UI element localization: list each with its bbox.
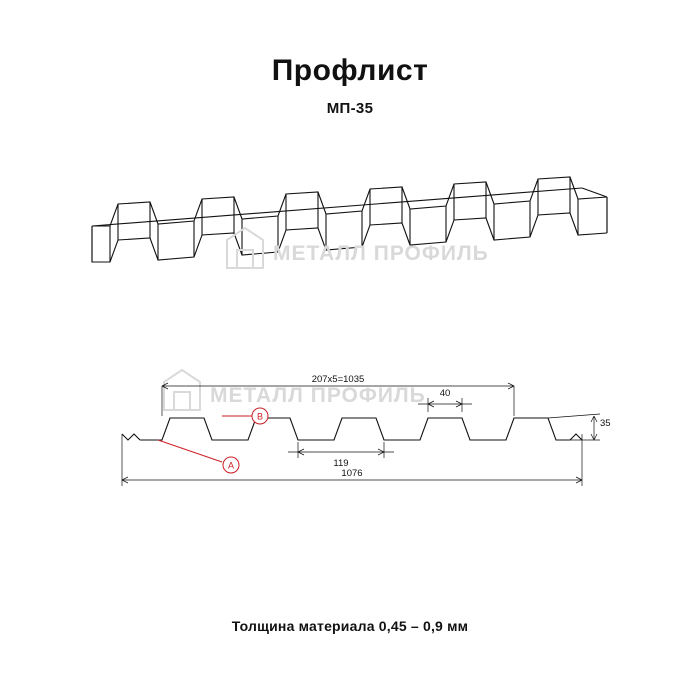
dimension-useful-width-label: 207x5=1035: [311, 374, 365, 385]
cross-section-svg: [100, 360, 620, 500]
dimension-profile-height: [548, 414, 611, 440]
dimension-rib-top-width-label: 40: [439, 388, 451, 399]
iso-sheet-geometry: [92, 177, 607, 262]
material-thickness-note: Толщина материала 0,45 – 0,9 мм: [231, 618, 469, 634]
title-block: [0, 56, 700, 117]
watermark-text-2: МЕТАЛЛ ПРОФИЛЬ: [210, 384, 426, 407]
dimension-total-width-label: 1076: [341, 468, 363, 479]
dimension-useful-width: [162, 374, 514, 416]
dimension-rib-pitch: [288, 442, 394, 469]
dimension-total-width: [122, 434, 582, 486]
dimension-rib-top-width: [418, 388, 472, 412]
profile-section-outline: [122, 418, 582, 440]
dimension-rib-pitch-label: 119: [333, 458, 349, 469]
dimension-profile-height-label: 35: [600, 418, 611, 429]
page-title: Профлист: [271, 54, 429, 87]
watermark-text: МЕТАЛЛ ПРОФИЛЬ: [273, 242, 489, 265]
isometric-profile-view: [62, 168, 638, 318]
callout-b-label: B: [256, 411, 264, 422]
model-subtitle: МП-35: [326, 100, 374, 117]
cross-section-view: [100, 360, 620, 500]
callout-a: [158, 440, 239, 473]
isometric-profile-svg: [62, 168, 638, 318]
callout-b: [222, 408, 268, 424]
callout-a-label: A: [227, 460, 235, 471]
